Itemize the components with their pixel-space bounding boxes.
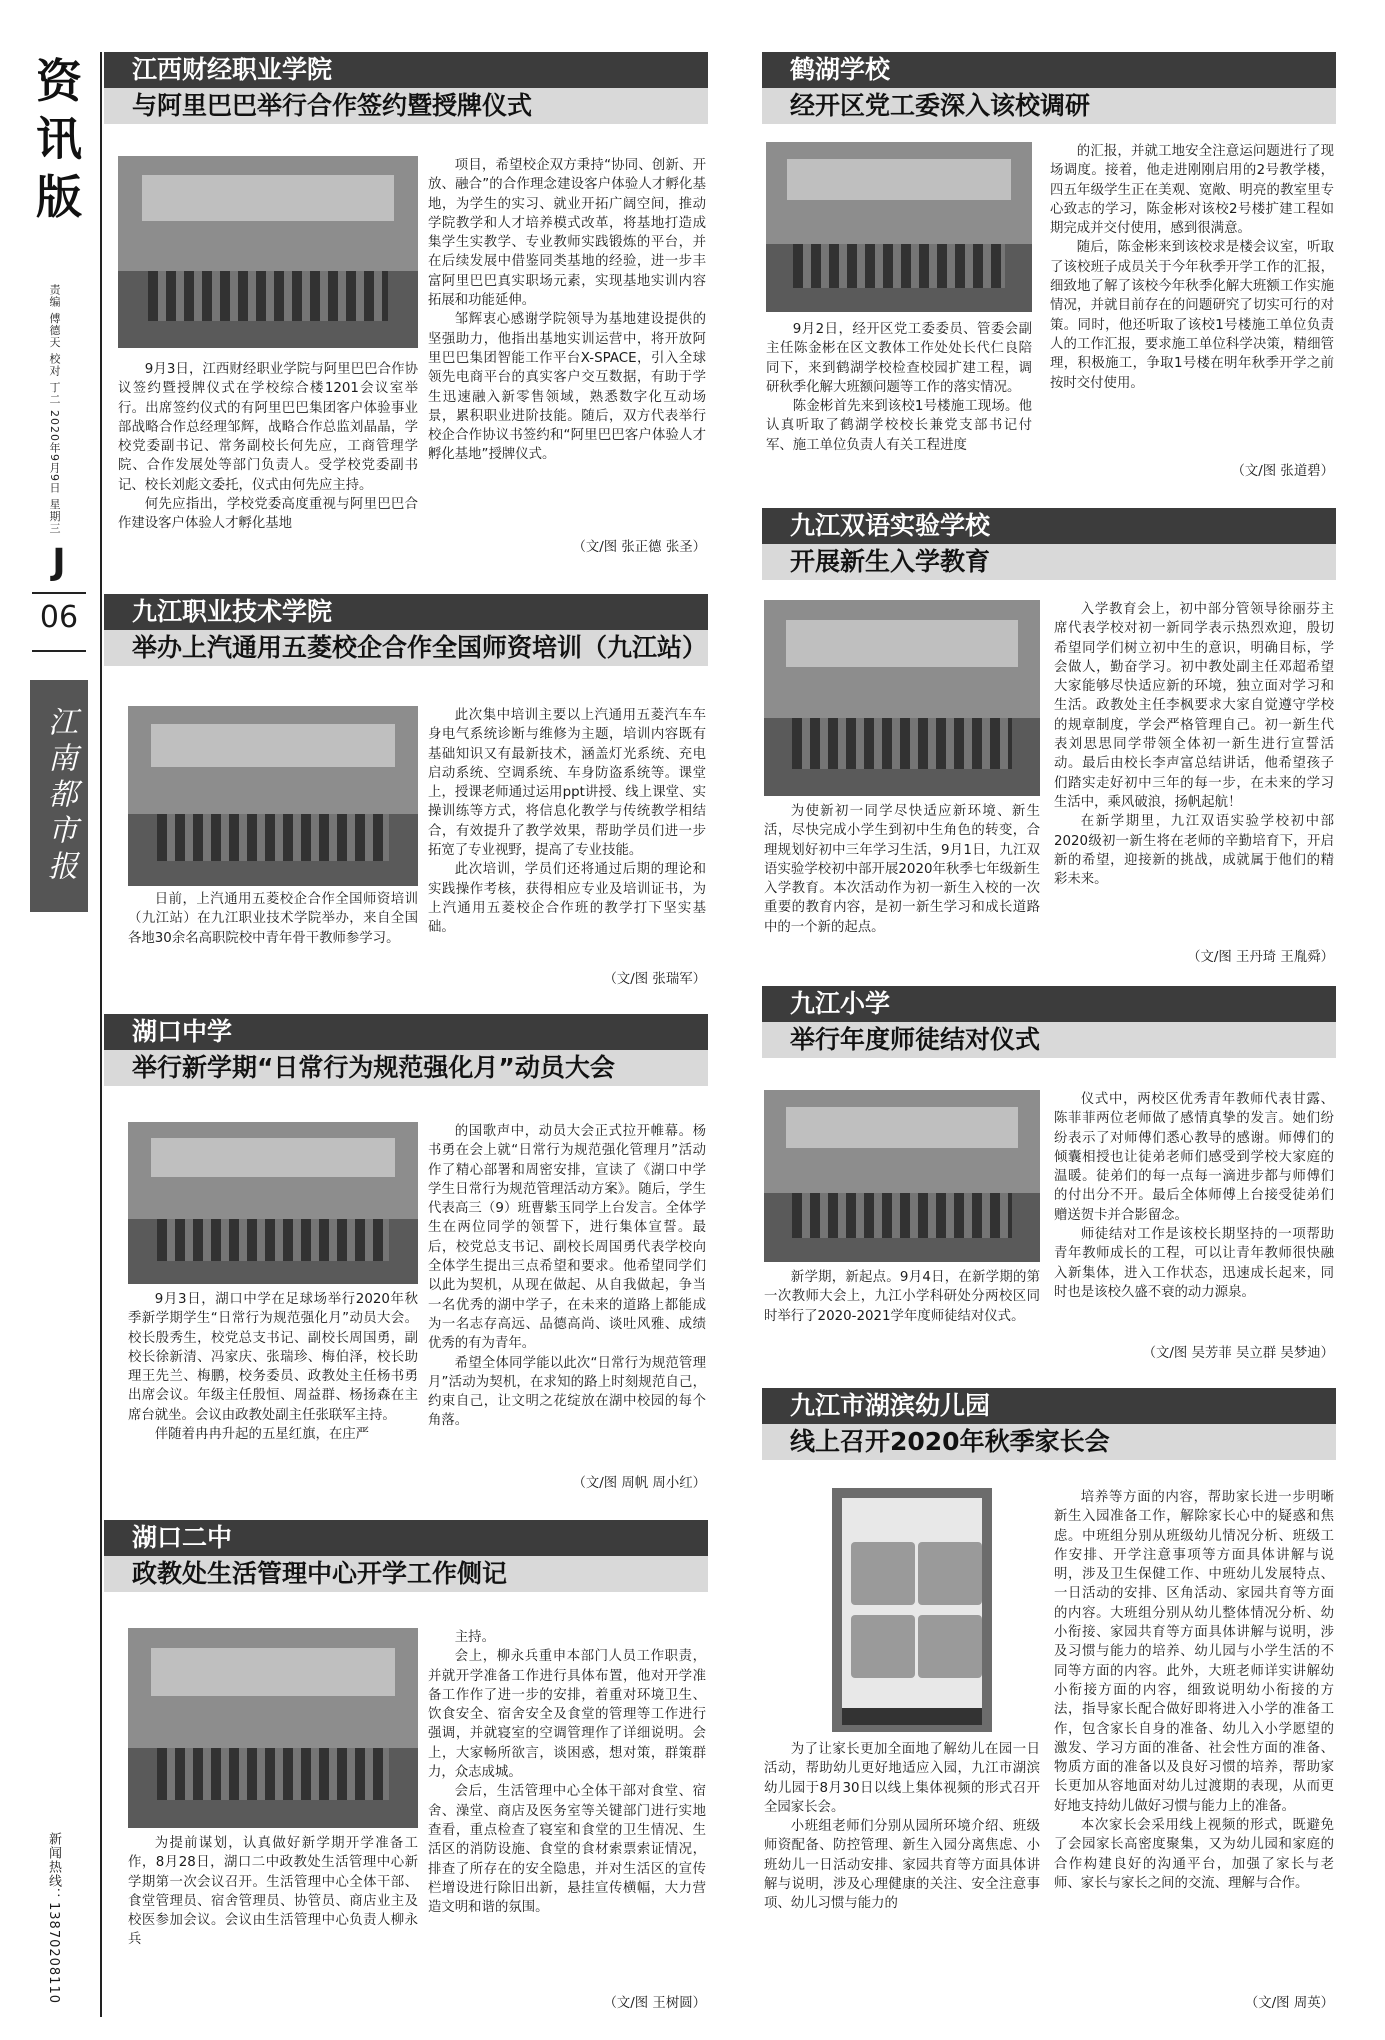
article-photo bbox=[118, 156, 418, 348]
article-title: 举办上汽通用五菱校企合作全国师资培训（九江站） bbox=[104, 630, 708, 666]
article-title: 经开区党工委深入该校调研 bbox=[762, 88, 1336, 124]
article-text: 仪式中，两校区优秀青年教师代表甘露、陈菲菲两位老师做了感情真挚的发言。她们纷纷表示了对师傅们悉心教导的感谢。师傅们的倾囊相授也让徒弟老师们感受到学校大家庭的温暖。徒弟们的每一点每一滴进步都与师傅们的付出分不开。最后全体师傅上台接受徒弟们赠送贺卡并合影留念。 师徒结对工作是该校长期坚持的一项帮助青年教师成长的工程，可以让青年教师很快融入新集体，进入工作状态，迅速成长起来，同时也是该校久盛不衰的动力源泉。 bbox=[1054, 1092, 1334, 1300]
article-text: 主持。 会上，柳永兵重申本部门人员工作职责，并就开学准备工作进行具体布置，他对开学准备工作作了进一步的安排，着重对环境卫生、饮食安全、宿舍安全及食堂的管理等工作进行强调，并就寝室的空调管理作了详细说明。会上，大家畅所欲言，谈困惑，想对策，群策群力，众志成城。 会后，生活管理中心全体干部对食堂、宿舍、澡堂、商店及医务室等关键部门进行实地查看，重点检查了寝室和食堂的卫生情况、生活区的消防设施、食堂的食材索票索证情况，排查了所存在的安全隐患，并对生活区的宣传栏增设进行除旧出新，悬挂宣传横幅，大力营造文明和谐的氛围。 bbox=[428, 1630, 706, 1916]
article-org: 九江小学 bbox=[762, 986, 1336, 1022]
article-title: 线上召开2020年秋季家长会 bbox=[762, 1424, 1336, 1460]
article-hkzx bbox=[104, 1014, 708, 1502]
article-photo bbox=[766, 142, 1032, 312]
article-text: 此次集中培训主要以上汽通用五菱汽车车身电气系统诊断与维修为主题，培训内容既有基础知识又有最新技术，涵盖灯光系统、充电启动系统、空调系统、车身防盗系统等。课堂上，授课老师通过运用ppt讲授、线上课堂、实操训练等方式，将信息化教学与传统教学相结合，有效提升了教学效果，帮助学员们进一步拓宽了专业视野，提高了专业技能。 此次培训，学员们还将通过后期的理论和实践操作考核，获得相应专业及培训证书，为上汽通用五菱校企合作班的教学打下坚实基础。 bbox=[428, 708, 706, 936]
article-photo bbox=[128, 1628, 418, 1828]
article-text: 日前，上汽通用五菱校企合作全国师资培训（九江站）在九江职业技术学院举办，来自全国各地30余名高职院校中青年骨干教师参学习。 bbox=[128, 892, 418, 946]
article-title: 政教处生活管理中心开学工作侧记 bbox=[104, 1556, 708, 1592]
article-byline: （文/图 张正德 张圣） bbox=[572, 540, 706, 555]
divider bbox=[100, 52, 102, 2017]
article-org: 湖口中学 bbox=[104, 1014, 708, 1050]
page-number: 06 bbox=[39, 600, 79, 635]
article-byline: （文/图 吴芳菲 吴立群 吴梦迪） bbox=[1142, 1346, 1334, 1361]
article-org: 江西财经职业学院 bbox=[104, 52, 708, 88]
article-org: 鹤湖学校 bbox=[762, 52, 1336, 88]
article-byline: （文/图 张瑞军） bbox=[603, 972, 706, 987]
article-title: 举行新学期“日常行为规范强化月”动员大会 bbox=[104, 1050, 708, 1086]
article-text: 9月3日，湖口中学在足球场举行2020年秋季新学期学生“日常行为规范强化月”动员大会。校长殷秀生，校党总支书记、副校长周国勇，副校长徐新清、冯家庆、张瑞珍、梅伯泽，校长助理王先兰、梅鹏，校务委员、政教处主任杨书勇出席会议。年级主任殷恒、周益群、杨扬森在主席台就坐。会议由政教处副主任张联军主持。 伴随着冉冉升起的五星红旗，在庄严 bbox=[128, 1292, 418, 1443]
article-text: 9月3日，江西财经职业学院与阿里巴巴合作协议签约暨授牌仪式在学校综合楼1201会议室举行。出席签约仪式的有阿里巴巴集团客户体验事业部战略合作总经理邹辉，战略合作总监刘晶晶，学校党委副书记、常务副校长何先应，工商管理学院、合作发展处等部门负责人。受学校党委副书记、校长刘彪文委托，仪式由何先应主持。 何先应指出，学校党委高度重视与阿里巴巴合作建设客户体验人才孵化基地 bbox=[118, 362, 418, 532]
article-title: 与阿里巴巴举行合作签约暨授牌仪式 bbox=[104, 88, 708, 124]
article-byline: （文/图 张道碧） bbox=[1231, 464, 1334, 479]
article-text: 培养等方面的内容，帮助家长进一步明晰新生入园准备工作，解除家长心中的疑惑和焦虑。中班组分别从班级幼儿情况分析、班级工作安排、开学注意事项等方面具体讲解与说明，涉及卫生保健工作、中班幼儿发展特点、一日活动的安排、区角活动、家园共育等方面的内容。大班组分别从幼儿整体情况分析、幼小衔接、家园共育等方面具体讲解与说明，涉及习惯与能力的培养、幼儿园与小学生活的不同等方面的内容。此外，大班老师详实讲解幼小衔接方面的内容，细致说明幼小衔接的方法，指导家长配合做好即将进入小学的准备工作，包含家长自身的准备、幼儿入小学愿望的激发、学习方面的准备、社会性方面的准备、物质方面的准备以及良好习惯的培养，帮助家长更加从容地面对幼儿过渡期的表现，从而更好地支持幼儿做好习惯与能力上的准备。 本次家长会采用线上视频的形式，既避免了会园家长高密度聚集，又为幼儿园和家庭的合作构建良好的沟通平台，加强了家长与老师、家长与家长之间的交流、理解与合作。 bbox=[1054, 1490, 1334, 1891]
page-letter: J bbox=[52, 542, 66, 583]
article-jxcj bbox=[104, 52, 708, 562]
masthead bbox=[28, 52, 90, 2017]
article-org: 九江双语实验学校 bbox=[762, 508, 1336, 544]
article-byline: （文/图 王树圆） bbox=[603, 1996, 706, 2011]
video-call-screenshot bbox=[832, 1488, 992, 1732]
article-title: 开展新生入学教育 bbox=[762, 544, 1336, 580]
article-text: 项目，希望校企双方秉持“协同、创新、开放、融合”的合作理念建设客户体验人才孵化基地，为学生的实习、就业开拓广阔空间，推动学院教学和人才培养模式改革，将基地打造成集学生实教学、专业教师实践锻炼的平台，并在后续发展中借鉴同类基地的经验，进一步丰富阿里巴巴真实职场元素，实现基地实训内容拓展和功能延伸。 邹辉衷心感谢学院领导为基地建设提供的坚强助力，他指出基地实训运营中，将开放阿里巴巴集团智能工作平台X-SPACE，引入全球领先电商平台的真实客户交互数据，有助于学生迅速融入新零售领域，熟悉数字化互动场景，累积职业进阶技能。随后，双方代表举行校企合作协议书签约和“阿里巴巴客户体验人才孵化基地”授牌仪式。 bbox=[428, 158, 706, 463]
article-title: 举行年度师徒结对仪式 bbox=[762, 1022, 1336, 1058]
article-hkez bbox=[104, 1520, 708, 2020]
article-text: 9月2日，经开区党工委委员、管委会副主任陈金彬在区文教体工作处处长代仁良陪同下，来到鹤湖学校检查校园扩建工程，调研秋季化解大班额问题等工作的落实情况。 陈金彬首先来到该校1号楼施工现场。他认真听取了鹤湖学校校长兼党支部书记付军、施工单位负责人有关工程进度 bbox=[766, 322, 1032, 453]
editor-credits: 责编 傅德天 校对 丁二 2020年9月9日 星期三 bbox=[48, 284, 61, 535]
article-hbyey bbox=[762, 1388, 1336, 2020]
article-photo bbox=[764, 600, 1040, 796]
divider bbox=[32, 592, 86, 594]
article-text: 的汇报，并就工地安全注意运问题进行了现场调度。接着，他走进刚刚启用的2号教学楼，四五年级学生正在美观、宽敞、明亮的教室里专心致志的学习，陈金彬对该校2号楼扩建工程如期完成并交付使用，感到很满意。 随后，陈金彬来到该校求是楼会议室，听取了该校班子成员关于今年秋季开学工作的汇报，细致地了解了该校今年秋季化解大班额工作实施情况，并就目前存在的问题研究了切实可行的对策。同时，他还听取了该校1号楼施工单位负责人的工作汇报，要求施工单位科学决策，精细管理，积极施工，争取1号楼在明年秋季开学之前按时交付使用。 bbox=[1050, 144, 1334, 391]
article-text: 新学期，新起点。9月4日，在新学期的第一次教师大会上，九江小学科研处分两校区同时举行了2020-2021学年度师徒结对仪式。 bbox=[764, 1270, 1040, 1324]
article-photo bbox=[764, 1090, 1040, 1262]
article-text: 入学教育会上，初中部分管领导徐丽芬主席代表学校对初一新同学表示热烈欢迎，殷切希望同学们树立初中生的意识，明确目标，学会做人，勤奋学习。初中教处副主任邓超希望大家能够尽快适应新的环境，独立面对学习和生活。政教处主任李枫要求大家自觉遵守学校的规章制度，学会严格管理自己。初一新生代表刘思思同学带领全体初一新生进行宣誓活动。最后由校长李声富总结讲话，他希望孩子们踏实走好初中三年的每一步，在未来的学习生活中，乘风破浪，扬帆起航！ 在新学期里，九江双语实验学校初中部2020级初一新生将在老师的辛勤培育下，开启新的希望，迎接新的挑战，成就属于他们的精彩未来。 bbox=[1054, 602, 1334, 888]
newspaper-logo: 江南都市报 bbox=[30, 680, 88, 912]
article-text: 为使新初一同学尽快适应新环境、新生活，尽快完成小学生到初中生角色的转变，合理规划好初中三年学习生活，9月1日，九江双语实验学校初中部开展2020年秋季七年级新生入学教育。本次活动作为初一新生入校的一次重要的教育内容，是初一新生学习和成长道路中的一个新的起点。 bbox=[764, 804, 1040, 935]
news-hotline: 新闻热线：13870208110 bbox=[46, 1832, 61, 2004]
edition-title: 资 讯 版 bbox=[36, 54, 82, 224]
article-org: 九江职业技术学院 bbox=[104, 594, 708, 630]
article-byline: （文/图 周帆 周小红） bbox=[572, 1476, 706, 1491]
article-jjsy bbox=[762, 508, 1336, 980]
article-jjxx bbox=[762, 986, 1336, 1378]
article-photo bbox=[128, 1122, 418, 1284]
article-hehu bbox=[762, 52, 1336, 492]
article-photo bbox=[128, 706, 418, 886]
article-org: 湖口二中 bbox=[104, 1520, 708, 1556]
article-jjzy bbox=[104, 594, 708, 994]
divider bbox=[32, 650, 86, 652]
article-text: 的国歌声中，动员大会正式拉开帷幕。杨书勇在会上就“日常行为规范强化管理月”活动作了精心部署和周密安排，宣读了《湖口中学学生日常行为规范管理活动方案》。随后，学生代表高三（9）班曹紫玉同学上台发言。全体学生在两位同学的领誓下，进行集体宣誓。最后，校党总支书记、副校长周国勇代表学校向全体学生提出三点希望和要求。他希望同学们以此为契机，从现在做起、从自我做起，争当一名优秀的湖中学子，在未来的道路上都能成为一名志存高远、品德高尚、谈吐风雅、成绩优秀的有为青年。 希望全体同学能以此次“日常行为规范管理月”活动为契机，在求知的路上时刻规范自己，约束自己，让文明之花绽放在湖中校园的每个角落。 bbox=[428, 1124, 706, 1429]
article-byline: （文/图 周英） bbox=[1244, 1996, 1334, 2011]
article-text: 为了让家长更加全面地了解幼儿在园一日活动，帮助幼儿更好地适应入园，九江市湖滨幼儿园于8月30日以线上集体视频的形式召开全园家长会。 小班组老师们分别从园所环境介绍、班级师资配备、防控管理、新生入园分离焦虑、小班幼儿一日活动安排、家园共育等方面具体讲解与说明，涉及心理健康的关注、安全注意事项、幼儿习惯与能力的 bbox=[764, 1742, 1040, 1912]
article-text: 为提前谋划，认真做好新学期开学准备工作，8月28日，湖口二中政教处生活管理中心新学期第一次会议召开。生活管理中心全体干部、食堂管理员、宿舍管理员、协管员、商店业主及校医参加会议。会议由生活管理中心负责人柳永兵 bbox=[128, 1836, 418, 1948]
article-org: 九江市湖滨幼儿园 bbox=[762, 1388, 1336, 1424]
article-byline: （文/图 王丹琦 王胤舜） bbox=[1187, 950, 1334, 965]
